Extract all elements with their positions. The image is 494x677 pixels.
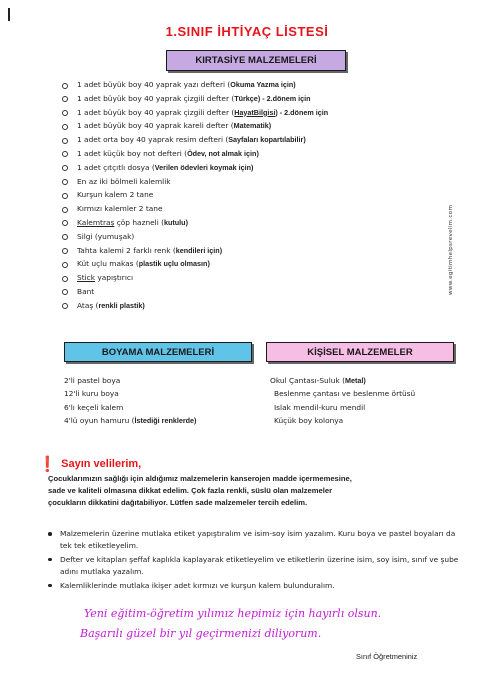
item-text: En az iki bölmeli kalemlik [77,176,171,186]
list-item [60,299,328,313]
list-item [60,161,328,175]
item-emphasis: Okuma Yazma [230,80,279,89]
item-suffix: için) [278,80,296,89]
item-suffix: ) [268,121,272,131]
list-item [60,216,328,230]
item-text: Islak mendil-kuru mendil [274,402,366,412]
item-emphasis: plastik uçlu olmasın [138,259,208,269]
item-suffix: ) [256,148,259,158]
item-suffix: ) [363,376,366,385]
item-emphasis: Ödev, not almak için [187,148,257,158]
item-emphasis: Türkçe [234,93,258,103]
list-item [60,202,328,216]
item-emphasis: renkli plastik [98,300,143,310]
section-header-kisisel: KİŞİSEL MALZEMELER [266,342,454,362]
list-item [270,401,415,414]
list-item [270,414,415,427]
list-item [60,119,328,133]
page-title: 1.SINIF İHTİYAÇ LİSTESİ [165,24,329,39]
item-text: 12'li kuru boya [64,389,119,399]
list-item [64,374,196,387]
exclamation-icon: ❗ [38,456,57,473]
list-item [60,285,328,299]
item-text: Kalemtraş [77,217,115,227]
item-emphasis: Metal [344,376,364,385]
list-item [60,78,328,92]
item-text: 1 adet büyük boy 40 yaprak kareli defter ( [77,121,234,131]
item-text: 2'li pastel boya [64,376,121,385]
item-suffix: ) [219,245,223,255]
list-item [64,414,196,427]
item-text: 1 adet büyük boy 40 yaprak çizgili defter ( [77,107,235,117]
item-text: 1 adet orta boy 40 yaprak resim defteri ( [77,135,229,145]
list-item [60,188,328,202]
notice-line: çocukların dikkatini dağıtabiliyor. Lütfen sade malzemeler tercih edelim. [48,498,308,507]
item-text: Küt uçlu makas ( [77,259,139,269]
list-item [60,133,328,147]
item-text-rest: çöp hazneli ( [114,217,165,227]
notice-line: sade ve kaliteli olmasına dikkat edelim. Çok fazla renkli, süslü olan malzemeler [48,486,333,495]
list-item [64,401,196,414]
list-item [60,175,328,189]
item-text: Tahta kalemi 2 farklı renk ( [77,245,176,255]
item-suffix: ) [303,135,306,145]
section-header-kirtasiye: KIRTASİYE MALZEMELERİ [166,50,346,71]
item-emphasis: kutulu [164,217,186,227]
item-text: 1 adet büyük boy 40 yaprak yazı defteri ( [77,80,231,89]
list-item [270,387,415,400]
notice-body [48,473,478,509]
item-text: Küçük boy kolonya [274,416,344,426]
list-item [270,374,415,387]
list-item [60,147,328,161]
item-emphasis: Sayfaları kopartılabilir [228,135,304,145]
item-emphasis: kendileri için [175,245,220,255]
item-emphasis: Matematik [233,121,269,131]
item-text: Ataş ( [77,300,99,310]
boyama-list [64,374,196,428]
notice-title: Sayın velilerim, [61,458,142,470]
item-suffix: ) [142,300,145,310]
list-item [60,271,328,285]
note-item: Defter ve kitapları şeffaf kaplıkla kaplayarak etiketleyelim ve etiketlerin üzerine isim, soy isim, sınıf ve şube adını mutlaka yazalım. [48,554,468,579]
notice-heading [38,455,141,473]
note-item: Malzemelerin üzerine mutlaka etiket yapıştıralım ve isim-soy isim yazalım. Kuru boya ve pastel boyaları da tek tek etiketleyelim. [48,528,468,553]
text-cursor [8,8,10,21]
list-item [60,106,328,120]
list-item [64,387,196,400]
wish-line: Yeni eğitim-öğretim yılımız hepimiz için hayırlı olsun. [84,607,382,620]
item-text: 1 adet büyük boy 40 yaprak çizgili defter ( [77,93,235,103]
item-text: Bant [77,286,95,296]
item-text: Beslenme çantası ve beslenme örtüsü [274,389,416,399]
item-text: Stick [77,273,95,283]
item-suffix: ) [251,162,254,172]
list-item [60,244,328,258]
item-text-rest: yapıştırıcı [95,273,134,283]
item-suffix: ) - 2.dönem için [275,107,329,117]
item-suffix: ) - 2.dönem için [257,93,311,103]
item-emphasis: Verilen ödevleri koymak için [154,162,252,172]
notes-list [48,528,468,593]
item-text: Kırmızı kalemler 2 tane [77,204,163,214]
item-text: 4'lü oyun hamuru ( [64,416,135,426]
signature: Sınıf Öğretmeniniz [356,652,418,661]
note-item: Kalemliklerinde mutlaka ikişer adet kırmızı ve kurşun kalem bulunduralım. [48,580,468,592]
section-header-boyama: BOYAMA MALZEMELERİ [64,342,252,362]
kisisel-list [270,374,415,428]
item-text: 1 adet çıtçıtlı dosya ( [77,162,155,172]
item-text: 6'lı keçeli kalem [64,402,124,412]
item-suffix: ) [207,259,210,269]
item-text: Kurşun kalem 2 tane [77,190,154,200]
notice-line: Çocuklarımızın sağlığı için aldığımız malzemelerin kanserojen madde içermemesine, [48,474,352,483]
website-watermark: www.egitimhelpsrevelim.com [448,204,454,295]
item-suffix: ) [185,217,188,227]
item-text: 1 adet küçük boy not defteri ( [77,148,188,158]
item-suffix: ) [194,416,197,426]
list-item [60,257,328,271]
wish-line: Başarılı güzel bir yıl geçirmenizi diliyorum. [80,627,322,640]
item-text: Silgi (yumuşak) [77,231,135,241]
item-emphasis: İstediği renklerde [134,416,195,426]
item-emphasis: HayatBilgisi [234,107,276,117]
list-item [60,92,328,106]
list-item [60,230,328,244]
item-text: Okul Çantası-Suluk ( [270,376,345,385]
supplies-list [60,78,328,313]
